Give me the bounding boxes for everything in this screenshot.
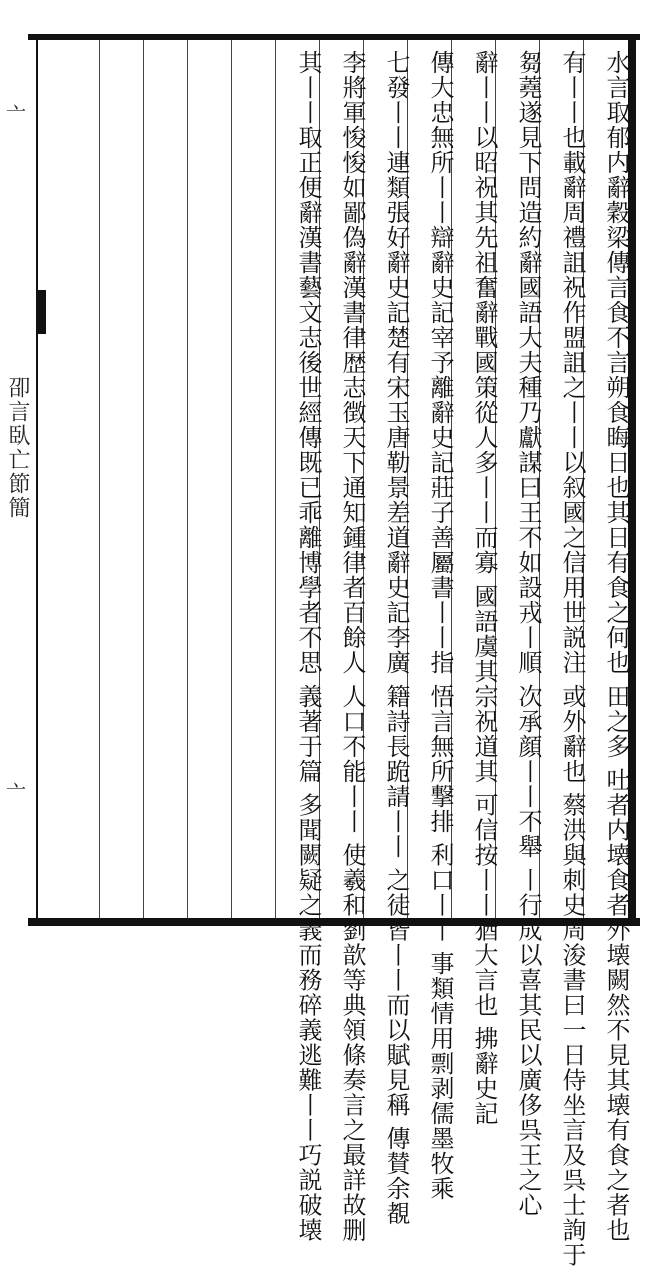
text-line: 水言取郁内辭穀梁傳言食不言朔食晦日也其日有食之何也 bbox=[602, 50, 630, 675]
text-column-3 bbox=[495, 50, 542, 1218]
text-line: 國語虞其宗祝道其 可信按丨丨猶大言也 拂辭史記 bbox=[470, 583, 498, 1126]
left-border-rule bbox=[36, 34, 38, 926]
gutter-label: 卲言臥亡節簡 bbox=[5, 376, 30, 520]
column-divider bbox=[143, 40, 144, 918]
text-line: 田之多 吐者内壊食者外壊闕然不見其壊有食之者也 bbox=[602, 683, 630, 1243]
text-column-8 bbox=[275, 50, 322, 1243]
bottom-border-rule bbox=[28, 918, 640, 926]
text-line: 傳大忠無所丨丨辯辭史記宰予離辭史記莊子善屬書丨丨指 bbox=[426, 50, 454, 675]
text-line: 義著于篇 多聞闕疑之義而務碎義逃難丨丨巧説破壊 bbox=[294, 683, 322, 1243]
text-line: 悟言無所撃排 利口丨丨 事類情用剽剥儒墨牧乘 bbox=[426, 683, 454, 1201]
text-line: 人口不能丨丨 使羲和劉歆等典領條奏言之最詳故删 bbox=[338, 683, 366, 1243]
text-line: 或外辭也 蔡洪與刺史周浚書曰一日侍坐言及呉士詢于 bbox=[558, 683, 586, 1267]
fish-tail-mark bbox=[36, 290, 46, 334]
text-line: 籍詩長跪請丨丨 之徒皆丨丨而以賦見稱 傳賛余覩 bbox=[382, 683, 410, 1226]
text-line: 李將軍悛悛如鄙偽辭漢書律歴志徴天下通知鍾律者百餘人 bbox=[338, 50, 366, 675]
gutter-mark-top: 亠 bbox=[6, 102, 26, 126]
column-divider bbox=[231, 40, 232, 918]
text-column-1 bbox=[583, 50, 630, 1243]
text-line: 有丨丨也載辭周禮詛祝作盟詛之丨丨以叙國之信用世説注 bbox=[558, 50, 586, 675]
text-line: 七發丨丨連類張好辭史記楚有宋玉唐勒景差道辭史記李廣 bbox=[382, 50, 410, 675]
text-line: 辭丨丨以昭祝其先祖奮辭戰國策從人多丨丨而寡 bbox=[470, 50, 498, 575]
column-divider bbox=[187, 40, 188, 918]
gutter-mark-bottom: 亠 bbox=[6, 780, 26, 804]
top-border-rule bbox=[28, 34, 640, 40]
text-column-6 bbox=[363, 50, 410, 1226]
text-column-4 bbox=[451, 50, 498, 1126]
text-column-5 bbox=[407, 50, 454, 1201]
text-column-7 bbox=[319, 50, 366, 1243]
column-divider bbox=[99, 40, 100, 918]
text-line: 芻蕘遂見下問造約辭國語大夫種乃獻謀曰王不如設戎丨順 bbox=[514, 50, 542, 675]
text-line: 次承顔丨丨不舉 丨行成以喜其民以廣侈呉王之心 bbox=[514, 683, 542, 1218]
text-line: 其丨丨取正便辭漢書藝文志後世經傳既已乖離博學者不思 bbox=[294, 50, 322, 675]
text-column-2 bbox=[539, 50, 586, 1267]
page-gutter bbox=[0, 34, 36, 926]
